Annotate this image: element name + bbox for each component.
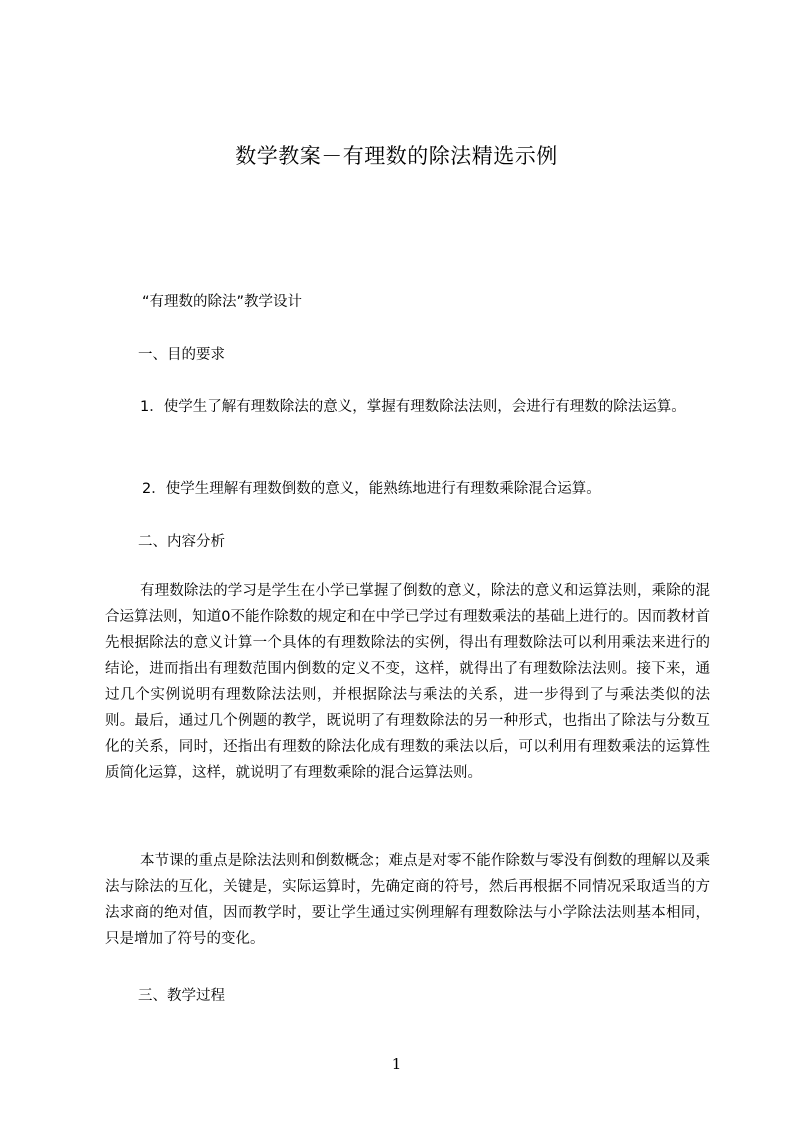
objective-item-1: 1．使学生了解有理数除法的意义，掌握有理数除法法则，会进行有理数的除法运算。	[140, 399, 686, 415]
document-title: 数学教案－有理数的除法精选示例	[235, 144, 558, 168]
section-heading-objectives: 一、目的要求	[138, 347, 225, 363]
subtitle: “有理数的除法”教学设计	[142, 294, 303, 310]
page-number: 1	[391, 1055, 402, 1073]
section-heading-teaching-process: 三、教学过程	[138, 988, 225, 1004]
content-analysis-paragraph-2: 本节课的重点是除法法则和倒数概念；难点是对零不能作除数与零没有倒数的理解以及乘法与除法的互化，关键是，实际运算时，先确定商的符号，然后再根据不同情况采取适当的方法求商的绝对值，因而教学时，要让学生通过实例理解有理数除法与小学除法法则基本相同，只是增加了符号的变化。	[105, 853, 710, 947]
section-heading-content-analysis: 二、内容分析	[138, 534, 225, 550]
content-analysis-paragraph-1: 有理数除法的学习是学生在小学已掌握了倒数的意义，除法的意义和运算法则，乘除的混合运算法则，知道0不能作除数的规定和在中学已学过有理数乘法的基础上进行的。因而教材首先根据除法的意义计算一个具体的有理数除法的实例，得出有理数除法可以利用乘法来进行的结论，进而指出有理数范围内倒数的定义不变，这样，就得出了有理数除法法则。接下来，通过几个实例说明有理数除法法则，并根据除法与乘法的关系，进一步得到了与乘法类似的法则。最后，通过几个例题的教学，既说明了有理数除法的另一种形式，也指出了除法与分数互化的关系，同时，还指出有理数的除法化成有理数的乘法以后，可以利用有理数乘法的运算性质简化运算，这样，就说明了有理数乘除的混合运算法则。	[105, 583, 710, 781]
objective-item-2: 2．使学生理解有理数倒数的意义，能熟练地进行有理数乘除混合运算。	[142, 481, 601, 497]
